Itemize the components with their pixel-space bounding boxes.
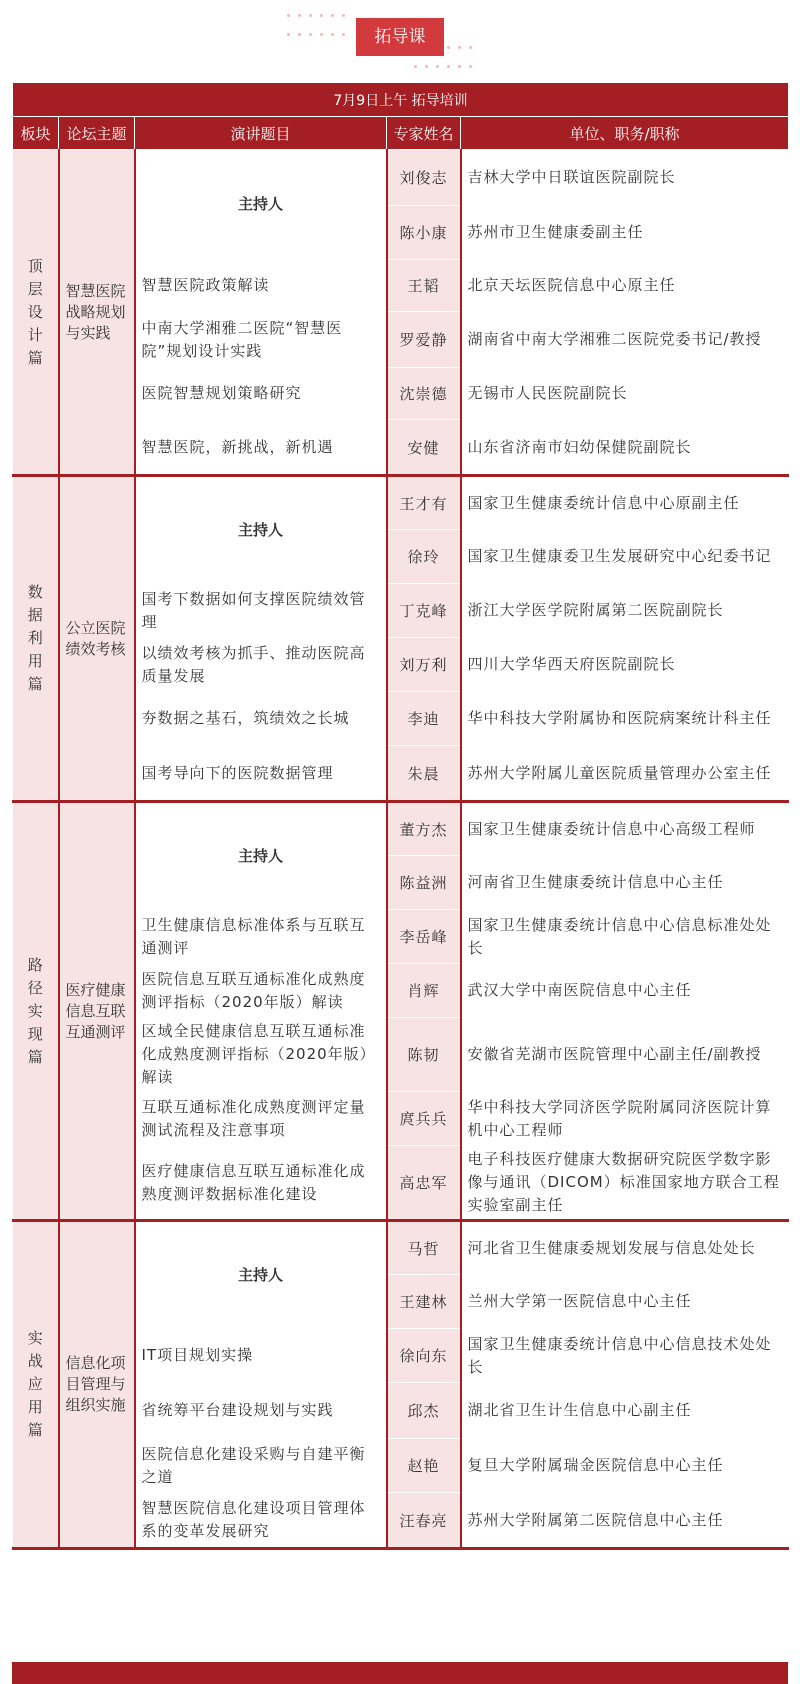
forum-topic: 医疗健康信息互联互通测评 — [59, 802, 135, 1221]
expert-name: 陈益洲 — [387, 856, 461, 910]
expert-name: 安健 — [387, 420, 461, 476]
talk-title: 以绩效考核为抓手、推动医院高质量发展 — [135, 638, 387, 692]
expert-name: 徐向东 — [387, 1329, 461, 1383]
section-label: 数据利用篇 — [27, 583, 43, 693]
expert-affiliation: 苏州市卫生健康委副主任 — [461, 206, 789, 260]
talk-title: 智慧医院，新挑战，新机遇 — [135, 420, 387, 476]
header-cell: 演讲题目 — [135, 117, 387, 150]
header-cell: 专家姓名 — [387, 117, 461, 150]
session-banner: 7月9日上午 拓导培训 — [13, 83, 789, 117]
table-row — [13, 1221, 789, 1275]
expert-name: 赵艳 — [387, 1439, 461, 1493]
expert-affiliation: 复旦大学附属瑞金医院信息中心主任 — [461, 1439, 789, 1493]
talk-title: 互联互通标准化成熟度测评定量测试流程及注意事项 — [135, 1092, 387, 1146]
section-cell — [13, 150, 59, 476]
expert-affiliation: 山东省济南市妇幼保健院副院长 — [461, 420, 789, 476]
expert-affiliation: 无锡市人民医院副院长 — [461, 368, 789, 420]
expert-name: 王韬 — [387, 260, 461, 312]
talk-title: 医院信息化建设采购与自建平衡之道 — [135, 1439, 387, 1493]
expert-affiliation: 华中科技大学同济医学院附属同济医院计算机中心工程师 — [461, 1092, 789, 1146]
talk-title: 国考下数据如何支撑医院绩效管理 — [135, 584, 387, 638]
expert-affiliation: 湖南省中南大学湘雅二医院党委书记/教授 — [461, 312, 789, 368]
table-row — [13, 150, 789, 206]
expert-name: 董方杰 — [387, 802, 461, 856]
forum-topic: 公立医院绩效考核 — [59, 476, 135, 802]
header-cell: 单位、职务/职称 — [461, 117, 789, 150]
talk-title: IT项目规划实操 — [135, 1329, 387, 1383]
expert-name: 陈小康 — [387, 206, 461, 260]
expert-name: 肖辉 — [387, 964, 461, 1018]
section-cell — [13, 802, 59, 1221]
section-label: 实战应用篇 — [27, 1329, 43, 1439]
expert-name: 丁克峰 — [387, 584, 461, 638]
expert-name: 庹兵兵 — [387, 1092, 461, 1146]
talk-title: 国考导向下的医院数据管理 — [135, 746, 387, 802]
host-label: 主持人 — [135, 150, 387, 260]
section-label: 顶层设计篇 — [27, 256, 43, 367]
expert-affiliation: 吉林大学中日联谊医院副院长 — [461, 150, 789, 206]
host-label: 主持人 — [135, 802, 387, 910]
expert-name: 王才有 — [387, 476, 461, 530]
expert-name: 刘俊志 — [387, 150, 461, 206]
talk-title: 夯数据之基石，筑绩效之长城 — [135, 692, 387, 746]
talk-title: 医院智慧规划策略研究 — [135, 368, 387, 420]
section-badge: 拓导课 — [356, 18, 444, 56]
talk-title: 省统筹平台建设规划与实践 — [135, 1383, 387, 1439]
expert-name: 李岳峰 — [387, 910, 461, 964]
section-cell — [13, 1221, 59, 1549]
talk-title: 中南大学湘雅二医院“智慧医院”规划设计实践 — [135, 312, 387, 368]
expert-name: 王建林 — [387, 1275, 461, 1329]
schedule-table — [12, 82, 789, 1550]
expert-affiliation: 华中科技大学附属协和医院病案统计科主任 — [461, 692, 789, 746]
decor-dots-left — [283, 6, 349, 44]
header-row — [13, 117, 789, 150]
talk-title: 智慧医院信息化建设项目管理体系的变革发展研究 — [135, 1493, 387, 1549]
expert-name: 马哲 — [387, 1221, 461, 1275]
expert-name: 徐玲 — [387, 530, 461, 584]
talk-title: 智慧医院政策解读 — [135, 260, 387, 312]
expert-name: 刘万利 — [387, 638, 461, 692]
header-cell: 板块 — [13, 117, 59, 150]
talk-title: 卫生健康信息标准体系与互联互通测评 — [135, 910, 387, 964]
expert-name: 李迪 — [387, 692, 461, 746]
expert-name: 罗爱静 — [387, 312, 461, 368]
expert-name: 沈崇德 — [387, 368, 461, 420]
badge-area — [0, 0, 800, 80]
expert-affiliation: 国家卫生健康委统计信息中心高级工程师 — [461, 802, 789, 856]
expert-affiliation: 安徽省芜湖市医院管理中心副主任/副教授 — [461, 1018, 789, 1092]
expert-affiliation: 河北省卫生健康委规划发展与信息处处长 — [461, 1221, 789, 1275]
expert-affiliation: 北京天坛医院信息中心原主任 — [461, 260, 789, 312]
expert-affiliation: 湖北省卫生计生信息中心副主任 — [461, 1383, 789, 1439]
expert-affiliation: 国家卫生健康委统计信息中心信息技术处处长 — [461, 1329, 789, 1383]
expert-affiliation: 兰州大学第一医院信息中心主任 — [461, 1275, 789, 1329]
talk-title: 区域全民健康信息互联互通标准化成熟度测评指标（2020年版）解读 — [135, 1018, 387, 1092]
expert-affiliation: 苏州大学附属第二医院信息中心主任 — [461, 1493, 789, 1549]
section-label: 路径实现篇 — [27, 955, 43, 1066]
expert-affiliation: 电子科技医疗健康大数据研究院医学数字影像与通讯（DICOM）标准国家地方联合工程实验室副主任 — [461, 1146, 789, 1221]
table-row — [13, 802, 789, 856]
forum-topic: 信息化项目管理与组织实施 — [59, 1221, 135, 1549]
talk-title: 医疗健康信息互联互通标准化成熟度测评数据标准化建设 — [135, 1146, 387, 1221]
table-footer-bar — [12, 1662, 788, 1684]
expert-affiliation: 国家卫生健康委统计信息中心原副主任 — [461, 476, 789, 530]
talk-title: 医院信息互联互通标准化成熟度测评指标（2020年版）解读 — [135, 964, 387, 1018]
host-label: 主持人 — [135, 1221, 387, 1329]
expert-affiliation: 国家卫生健康委卫生发展研究中心纪委书记 — [461, 530, 789, 584]
expert-affiliation: 武汉大学中南医院信息中心主任 — [461, 964, 789, 1018]
forum-topic: 智慧医院战略规划与实践 — [59, 150, 135, 476]
expert-name: 汪春亮 — [387, 1493, 461, 1549]
expert-affiliation: 国家卫生健康委统计信息中心信息标准处处长 — [461, 910, 789, 964]
header-cell: 论坛主题 — [59, 117, 135, 150]
section-cell — [13, 476, 59, 802]
expert-affiliation: 浙江大学医学院附属第二医院副院长 — [461, 584, 789, 638]
expert-affiliation: 河南省卫生健康委统计信息中心主任 — [461, 856, 789, 910]
expert-affiliation: 四川大学华西天府医院副院长 — [461, 638, 789, 692]
expert-name: 高忠军 — [387, 1146, 461, 1221]
expert-name: 邱杰 — [387, 1383, 461, 1439]
expert-name: 陈韧 — [387, 1018, 461, 1092]
host-label: 主持人 — [135, 476, 387, 584]
expert-affiliation: 苏州大学附属儿童医院质量管理办公室主任 — [461, 746, 789, 802]
table-row — [13, 476, 789, 530]
expert-name: 朱晨 — [387, 746, 461, 802]
